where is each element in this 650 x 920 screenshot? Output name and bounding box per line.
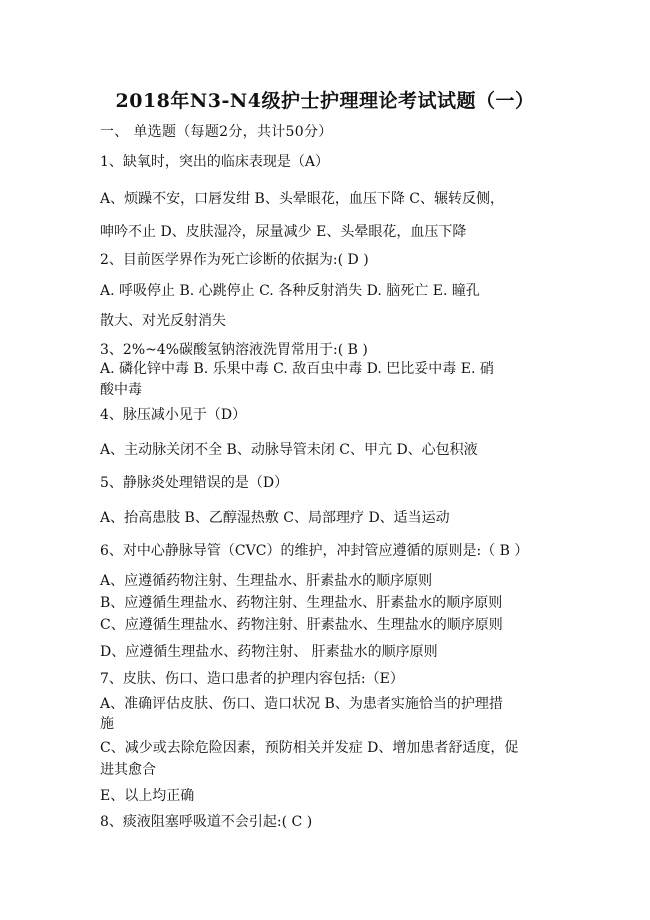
question-6-option-b: B、应遵循生理盐水、药物注射、生理盐水、肝素盐水的顺序原则	[100, 595, 503, 611]
question-3-options: A. 磷化锌中毒 B. 乐果中毒 C. 敌百虫中毒 D. 巴比妥中毒 E. 硝	[100, 361, 494, 377]
question-3: 3、2%~4%碳酸氢钠溶液洗胃常用于:( B )	[100, 342, 368, 358]
question-1: 1、缺氧时，突出的临床表现是（A）	[100, 154, 330, 170]
question-7-options: A、准确评估皮肤、伤口、造口状况 B、为患者实施恰当的护理措	[100, 696, 503, 712]
question-6: 6、对中心静脉导管（CVC）的维护，冲封管应遵循的原则是:（ B ）	[100, 543, 529, 559]
question-6-option-d: D、应遵循生理盐水、药物注射、 肝素盐水的顺序原则	[100, 644, 438, 660]
question-4-options: A、主动脉关闭不全 B、动脉导管未闭 C、甲亢 D、心包积液	[100, 442, 478, 458]
question-1-options-cont: 呻吟不止 D、皮肤湿冷，尿量减少 E、头晕眼花，血压下降	[100, 224, 467, 240]
question-3-options-cont: 酸中毒	[100, 382, 142, 398]
question-7-option-e: E、以上均正确	[100, 788, 195, 804]
question-7-options-cont: 施	[100, 716, 114, 732]
section-heading: 一、 单选题（每题2分，共计50分）	[100, 124, 333, 140]
question-2-options-cont: 散大、对光反射消失	[100, 313, 226, 329]
question-1-options: A、烦躁不安，口唇发绀 B、头晕眼花，血压下降 C、辗转反侧，	[100, 191, 505, 207]
question-5: 5、静脉炎处理错误的是（D）	[100, 475, 289, 491]
question-7-option-cd-cont: 进其愈合	[100, 762, 156, 778]
question-4: 4、脉压减小见于（D）	[100, 407, 247, 423]
question-6-option-c: C、应遵循生理盐水、药物注射、肝素盐水、生理盐水的顺序原则	[100, 617, 503, 633]
question-7: 7、皮肤、伤口、造口患者的护理内容包括:（E）	[100, 671, 404, 687]
question-6-option-a: A、应遵循药物注射、生理盐水、肝素盐水的顺序原则	[100, 573, 433, 589]
question-2-options: A. 呼吸停止 B. 心跳停止 C. 各种反射消失 D. 脑死亡 E. 瞳孔	[100, 283, 480, 299]
question-2: 2、目前医学界作为死亡诊断的依据为:( D )	[100, 252, 369, 268]
question-7-option-cd: C、减少或去除危险因素，预防相关并发症 D、增加患者舒适度，促	[100, 740, 519, 756]
question-5-options: A、抬高患肢 B、乙醇湿热敷 C、局部理疗 D、适当运动	[100, 510, 450, 526]
question-8: 8、痰液阻塞呼吸道不会引起:( C )	[100, 814, 313, 830]
page-title: 2018年N3-N4级护士护理理论考试试题（一）	[115, 90, 535, 112]
